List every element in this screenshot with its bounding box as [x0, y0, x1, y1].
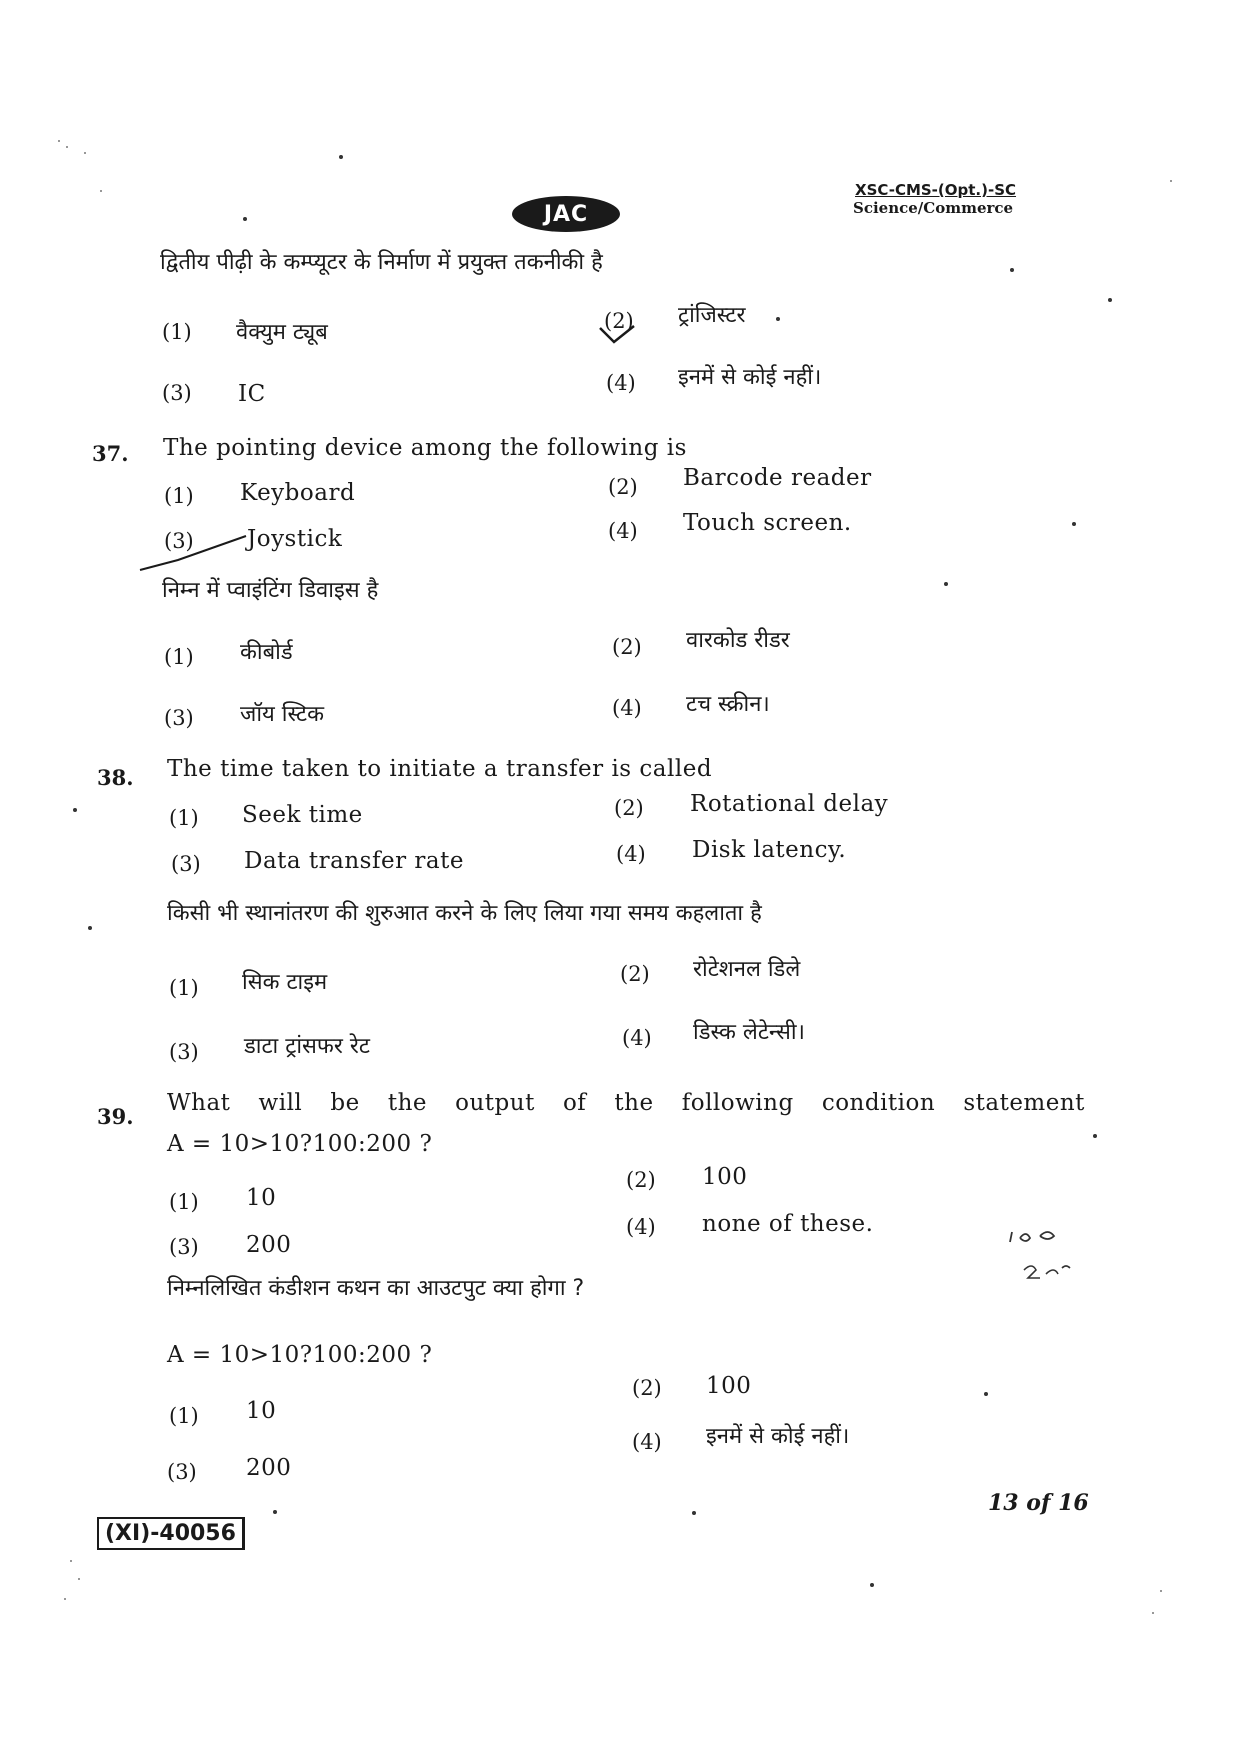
- q39-option-4-text: none of these.: [702, 1211, 874, 1237]
- q38-hindi-option-4-text: डिस्क लेटेन्सी।: [693, 1020, 805, 1045]
- q37-option-3-text: Joystick: [247, 526, 343, 552]
- q36-option-4-number: (4): [606, 371, 636, 395]
- answer-tick-mark: [138, 530, 258, 574]
- q38-option-3-text: Data transfer rate: [244, 848, 464, 874]
- q39-hindi-option-2-number: (2): [632, 1376, 662, 1400]
- q39-hindi-option-4-number: (4): [632, 1430, 662, 1454]
- q37-number: 37.: [92, 441, 129, 466]
- q38-hindi-option-2-number: (2): [620, 962, 650, 986]
- scan-speck: [64, 1598, 66, 1600]
- q37-option-4-number: (4): [608, 519, 638, 543]
- q37-question: The pointing device among the following is: [163, 435, 687, 461]
- q37-hindi-option-1-number: (1): [164, 645, 194, 669]
- q39-expression: A = 10>10?100:200 ?: [167, 1131, 433, 1157]
- q38-hindi-option-1-text: सिक टाइम: [242, 970, 328, 995]
- scan-speck: [1072, 522, 1076, 526]
- scan-speck: [984, 1392, 988, 1396]
- q38-option-4-text: Disk latency.: [692, 837, 847, 863]
- q39-hindi-option-2-text: 100: [706, 1373, 752, 1399]
- scan-speck: [776, 317, 780, 321]
- q39-word: of: [562, 1090, 587, 1116]
- q36-option-2-number: (2): [604, 309, 634, 333]
- scan-speck: [100, 190, 102, 192]
- q39-option-1-text: 10: [246, 1185, 277, 1211]
- q39-hindi-option-4-text: इनमें से कोई नहीं।: [706, 1424, 850, 1449]
- q39-hindi-expression: A = 10>10?100:200 ?: [167, 1342, 433, 1368]
- handwritten-scribble: [1004, 1222, 1084, 1292]
- q37-option-4-text: Touch screen.: [683, 510, 852, 536]
- q39-option-4-number: (4): [626, 1215, 656, 1239]
- q39-hindi-question: निम्नलिखित कंडीशन कथन का आउटपुट क्या होगा ?: [167, 1276, 585, 1301]
- q36-option-4-text: इनमें से कोई नहीं।: [678, 365, 822, 390]
- q38-hindi-option-2-text: रोटेशनल डिले: [693, 957, 801, 982]
- q38-hindi-question: किसी भी स्थानांतरण की शुरुआत करने के लिए लिया गया समय कहलाता है: [167, 901, 762, 926]
- q38-option-1-number: (1): [169, 806, 199, 830]
- scan-speck: [243, 217, 247, 221]
- scan-speck: [66, 146, 68, 148]
- q39-option-2-text: 100: [702, 1164, 748, 1190]
- q39-word: following: [681, 1090, 794, 1116]
- q36-option-3-text: IC: [238, 381, 266, 407]
- q38-number: 38.: [97, 765, 134, 790]
- q38-hindi-option-1-number: (1): [169, 976, 199, 1000]
- scan-speck: [78, 1578, 80, 1580]
- q37-hindi-option-3-number: (3): [164, 706, 194, 730]
- q37-option-3-number: (3): [164, 529, 194, 553]
- jac-logo: [512, 196, 620, 232]
- scan-speck: [1093, 1134, 1097, 1138]
- q39-word: output: [455, 1090, 535, 1116]
- q37-option-1-number: (1): [164, 484, 194, 508]
- q38-option-4-number: (4): [616, 842, 646, 866]
- q39-number: 39.: [97, 1104, 134, 1129]
- q37-option-1-text: Keyboard: [240, 480, 356, 506]
- scan-speck: [1152, 1612, 1154, 1614]
- q39-word: the: [387, 1090, 428, 1116]
- q39-word: What: [167, 1090, 231, 1116]
- q36-option-1-text: वैक्युम ट्यूब: [236, 320, 328, 345]
- q37-hindi-option-1-text: कीबोर्ड: [240, 640, 293, 665]
- jac-logo-text: JAC: [543, 201, 589, 227]
- q39-option-3-number: (3): [169, 1235, 199, 1259]
- q36-hindi-text: द्वितीय पीढ़ी के कम्प्यूटर के निर्माण में प्रयुक्त तकनीकी है: [160, 250, 603, 275]
- q39-hindi-option-1-text: 10: [246, 1398, 277, 1424]
- paper-stream: Science/Commerce: [853, 199, 1014, 217]
- scan-speck: [692, 1511, 696, 1515]
- q37-option-2-text: Barcode reader: [683, 465, 872, 491]
- paper-code-box: (XI)-40056: [97, 1517, 245, 1550]
- q36-option-3-number: (3): [162, 381, 192, 405]
- q39-hindi-option-1-number: (1): [169, 1404, 199, 1428]
- scan-speck: [1160, 1590, 1162, 1592]
- q39-option-1-number: (1): [169, 1190, 199, 1214]
- scan-speck: [73, 808, 77, 812]
- q39-word: be: [330, 1090, 360, 1116]
- q37-hindi-option-2-text: वारकोड रीडर: [686, 628, 790, 653]
- q37-hindi-option-2-number: (2): [612, 635, 642, 659]
- q38-hindi-option-4-number: (4): [622, 1026, 652, 1050]
- q38-option-3-number: (3): [171, 852, 201, 876]
- scan-speck: [1010, 268, 1014, 272]
- paper-series-code: XSC-CMS-(Opt.)-SC: [855, 181, 1017, 199]
- scan-speck: [273, 1510, 277, 1514]
- q37-hindi-option-4-text: टच स्क्रीन।: [686, 692, 770, 717]
- q39-word: will: [258, 1090, 303, 1116]
- q38-question: The time taken to initiate a transfer is called: [167, 756, 713, 782]
- q36-option-2-text: ट्रांजिस्टर: [678, 303, 746, 328]
- scan-speck: [870, 1583, 874, 1587]
- scan-speck: [88, 926, 92, 930]
- page-number: 13 of 16: [988, 1490, 1089, 1516]
- q39-hindi-option-3-number: (3): [167, 1460, 197, 1484]
- q38-hindi-option-3-number: (3): [169, 1040, 199, 1064]
- q37-hindi-option-4-number: (4): [612, 696, 642, 720]
- q38-option-2-text: Rotational delay: [690, 791, 889, 817]
- q39-word: the: [614, 1090, 654, 1116]
- q39-word: statement: [963, 1090, 1085, 1116]
- scan-speck: [944, 582, 948, 586]
- q39-hindi-option-3-text: 200: [246, 1455, 292, 1481]
- q37-hindi-option-3-text: जॉय स्टिक: [240, 702, 325, 727]
- q37-hindi-question: निम्न में प्वाइंटिंग डिवाइस है: [162, 578, 379, 603]
- q39-word: condition: [821, 1090, 936, 1116]
- q36-option-1-number: (1): [162, 320, 192, 344]
- q39-question-line: [167, 1090, 1085, 1116]
- q39-option-2-number: (2): [626, 1168, 656, 1192]
- scan-speck: [70, 1560, 72, 1562]
- q38-option-1-text: Seek time: [242, 802, 363, 828]
- q37-option-2-number: (2): [608, 475, 638, 499]
- scan-speck: [1170, 180, 1172, 182]
- scan-speck: [58, 140, 60, 142]
- scan-speck: [1108, 298, 1112, 302]
- q39-option-3-text: 200: [246, 1232, 292, 1258]
- scan-speck: [339, 155, 343, 159]
- q38-hindi-option-3-text: डाटा ट्रांसफर रेट: [244, 1034, 370, 1059]
- scan-speck: [84, 152, 86, 154]
- q38-option-2-number: (2): [614, 796, 644, 820]
